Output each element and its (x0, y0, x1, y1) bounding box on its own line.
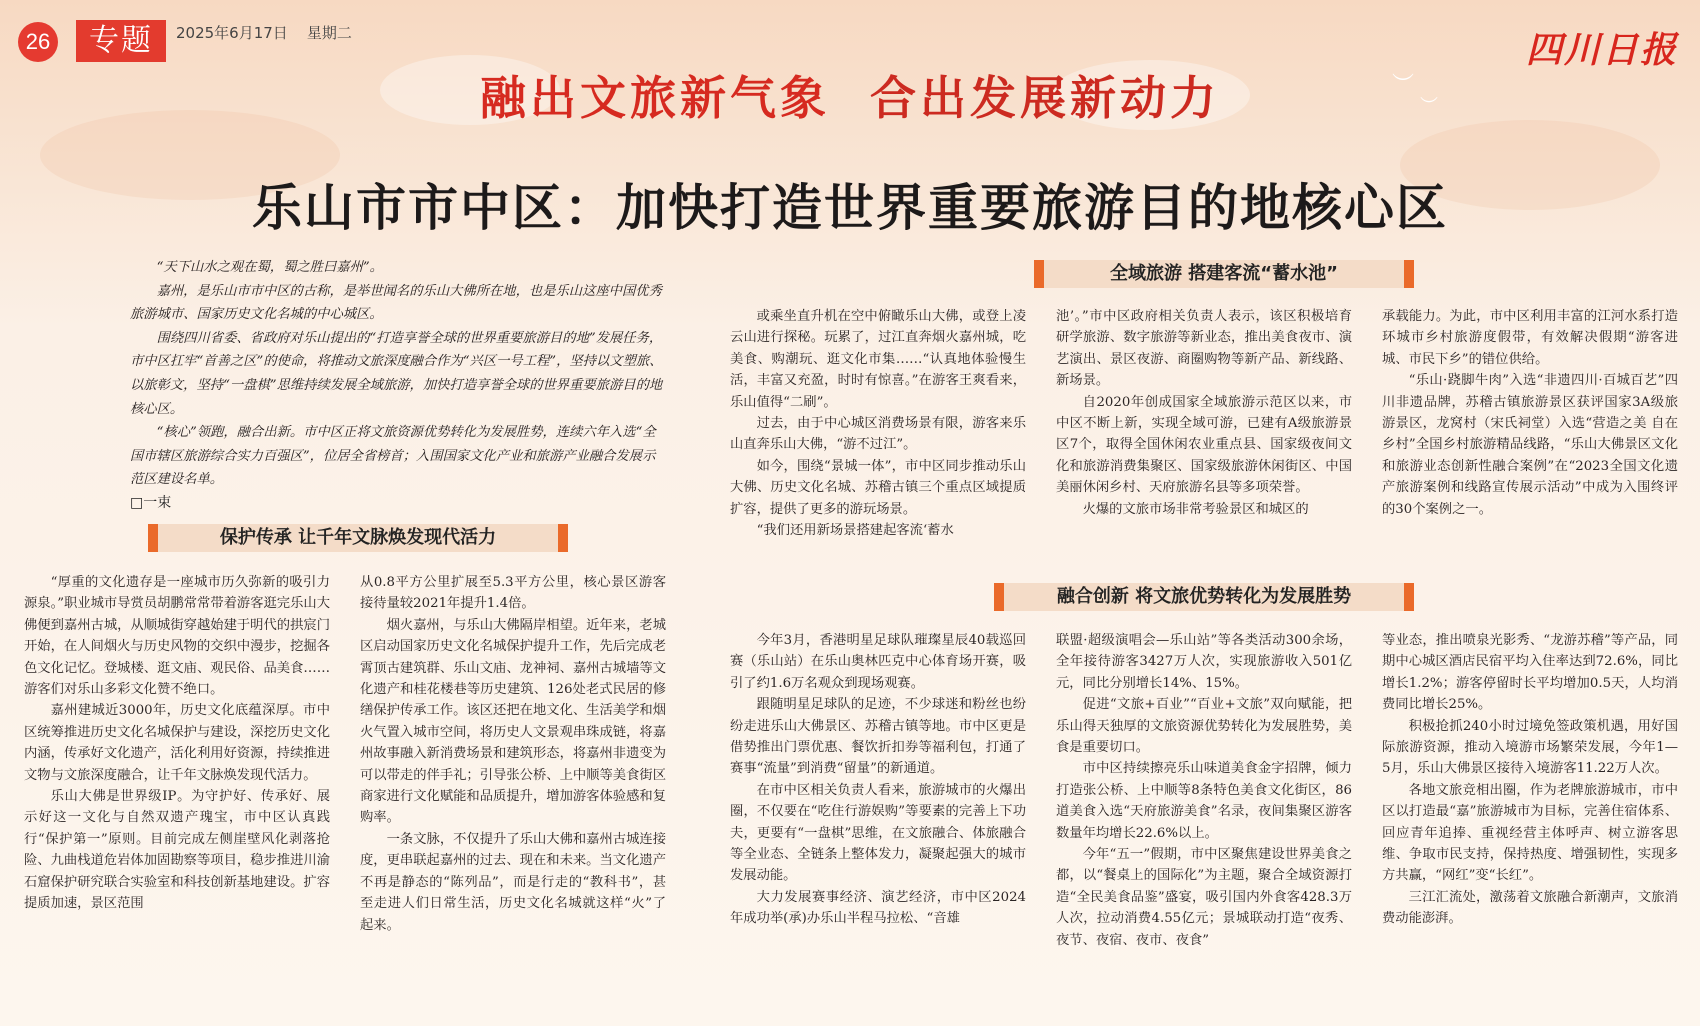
paragraph: 等业态，推出喷泉光影秀、“龙游苏稽”等产品，同期中心城区酒店民宿平均入住率达到72.6%，同比增长1.2%；游客停留时长平均增加0.5天，人均消费同比增长25%。 (1382, 633, 1678, 713)
page-number: 26 (18, 22, 58, 62)
paragraph: 促进“文旅+百业”“百业+文旅”双向赋能，把乐山得天独厚的文旅资源优势转化为发展胜势，美食是重要切口。 (1056, 697, 1352, 756)
paragraph: 联盟·超级演唱会—乐山站”等各类活动300余场，全年接待游客3427万人次，实现旅游收入501亿元，同比分别增长14%、15%。 (1056, 633, 1352, 691)
paragraph: 自2020年创成国家全域旅游示范区以来，市中区不断上新，实现全域可游，已建有A级旅游景区7个，取得全国休闲农业重点县、国家级夜间文化和旅游消费集聚区、国家级旅游休闲街区、中国美丽休闲乡村、天府旅游名县等多项荣誉。 (1056, 394, 1352, 496)
paragraph: “厚重的文化遗存是一座城市历久弥新的吸引力源泉。”职业城市导赏员胡鹏常常带着游客逛完乐山大佛便到嘉州古城，从顺城街穿越始建于明代的拱宸门开始，在人间烟火与历史风物的交织中漫步，挖掘各色文化记忆。登城楼、逛文庙、观民俗、品美食……游客们对乐山多彩文化赞不绝口。 (24, 575, 330, 698)
column-6 (730, 630, 1026, 930)
paragraph: 乐山大佛是世界级IP。为守护好、传承好、展示好这一文化与自然双遗产瑰宝，市中区认真践行“保护第一”原则。目前完成左侧崖壁风化剥落抢险、九曲栈道危岩体加固勘察等项目，稳步推进川渝石窟保护研究联合实验室和科技创新基地建设。扩容提质加速，景区范围 (24, 789, 330, 912)
weekday-text: 星期二 (306, 24, 352, 42)
byline: □一束 (130, 495, 172, 511)
column-8 (1382, 630, 1678, 930)
intro-paragraph: 嘉州，是乐山市市中区的古称，是举世闻名的乐山大佛所在地，也是乐山这座中国优秀旅游城市、国家历史文化名城的中心城区。 (130, 283, 662, 323)
column-7 (1056, 630, 1352, 951)
intro-paragraph: 围绕四川省委、省政府对乐山提出的“打造享誉全球的世界重要旅游目的地”发展任务，市中区扛牢“首善之区”的使命，将推动文旅深度融合作为“兴区一号工程”，坚持以文塑旅、以旅彰文，坚持“一盘棋”思维持续发展全域旅游，加快打造享誉全球的世界重要旅游目的地核心区。 (130, 330, 663, 417)
paragraph: 大力发展赛事经济、演艺经济，市中区2024年成功举(承)办乐山半程马拉松、“音雄 (730, 889, 1026, 927)
headline: 乐山市市中区：加快打造世界重要旅游目的地核心区 (252, 179, 1448, 237)
paragraph: 市中区持续擦亮乐山味道美食金字招牌，倾力打造张公桥、上中顺等8条特色美食文化街区，86道美食入选“天府旅游美食”名录，夜间集聚区游客数量年均增长22.6%以上。 (1056, 761, 1352, 841)
paragraph: 在市中区相关负责人看来，旅游城市的火爆出圈，不仅要在“吃住行游娱购”等要素的完善上下功夫，更要有“一盘棋”思维，在文旅融合、体旅融合等全业态、全链条上整体发力，凝聚起强大的城市发展动能。 (730, 782, 1026, 884)
intro (130, 256, 666, 492)
slogan-part1: 融出文旅新气象 (480, 71, 830, 125)
paragraph: “我们还用新场景搭建起客流‘蓄水 (756, 523, 954, 539)
paragraph: 或乘坐直升机在空中俯瞰乐山大佛，或登上凌云山进行探秘。玩累了，过江直奔烟火嘉州城，吃美食、购潮玩、逛文化市集……“认真地体验慢生活，丰富又充盈，时时有惊喜。”在游客王爽看来，乐山值得“二刷”。 (730, 309, 1026, 410)
subhead-allarea: 全域旅游 搭建客流“蓄水池” (1034, 260, 1414, 288)
issue-date (176, 22, 352, 43)
paragraph: 跟随明星足球队的足迹，不少球迷和粉丝也纷纷走进乐山大佛景区、苏稽古镇等地。市中区更是借势推出门票优惠、餐饮折扣券等福利包，打通了赛事“流量”到消费“留量”的新通道。 (730, 697, 1026, 777)
paragraph: 火爆的文旅市场非常考验景区和城区的 (1082, 501, 1309, 517)
subhead-integration: 融合创新 将文旅优势转化为发展胜势 (994, 583, 1414, 611)
column-4 (1056, 306, 1352, 520)
column-3 (730, 306, 1026, 541)
intro-paragraph: “核心”领跑，融合出新。市中区正将文旅资源优势转化为发展胜势，连续六年入选“全国市辖区旅游综合实力百强区”，位居全省榜首；入围国家文化产业和旅游产业融合发展示范区建设名单。 (130, 425, 656, 488)
slogan (0, 62, 1700, 128)
paragraph: 如今，围绕“景城一体”，市中区同步推动乐山大佛、历史文化名城、苏稽古镇三个重点区域提质扩容，提供了更多的游玩场景。 (730, 458, 1026, 517)
bird-icon: ︶ (1392, 73, 1415, 98)
bird-icon: ︶ (1420, 96, 1438, 117)
date-text: 2025年6月17日 (176, 24, 288, 42)
paragraph: “乐山·跷脚牛肉”入选“非遗四川·百城百艺”四川非遗品牌，苏稽古镇旅游景区获评国家3A级旅游景区，龙窝村（宋氏祠堂）入选“营造之美 自在乡村”全国乡村旅游精品线路，“乐山大佛景区文化和旅游业态创新性融合案例”在“2023全国文化遗产旅游案例和线路宣传展示活动”中成为入围终评的30个案例之一。 (1382, 373, 1678, 517)
column-2 (360, 572, 666, 936)
column-1 (24, 572, 330, 915)
paragraph: 各地文旅竞相出圈，作为老牌旅游城市，市中区以打造最“嘉”旅游城市为目标，完善住宿体系、回应青年追捧、重视经营主体呼声、树立游客思维、争取市民支持，保持热度、增强韧性，实现多方共赢，“网红”变“长红”。 (1382, 782, 1678, 884)
section-badge: 专题 (76, 20, 166, 62)
paragraph: 今年3月，香港明星足球队璀璨星辰40载巡回赛（乐山站）在乐山奥林匹克中心体育场开赛，吸引了约1.6万名观众到现场观赛。 (730, 633, 1026, 691)
paragraph: 承载能力。为此，市中区利用丰富的江河水系打造环城市乡村旅游度假带，有效解决假期“游客进城、市民下乡”的错位供给。 (1382, 309, 1678, 367)
paragraph: 三江汇流处，激荡着文旅融合新潮声，文旅消费动能澎湃。 (1382, 889, 1678, 927)
paragraph: 积极抢抓240小时过境免签政策机遇，用好国际旅游资源，推动入境游市场繁荣发展，今年1—5月，乐山大佛景区接待入境游客11.22万人次。 (1382, 718, 1678, 777)
subhead-protection: 保护传承 让千年文脉焕发现代活力 (148, 524, 568, 552)
column-5 (1382, 306, 1678, 520)
newspaper-logo: 四川日报 (1525, 29, 1678, 71)
slogan-part2: 合出发展新动力 (870, 71, 1220, 125)
intro-paragraph: “天下山水之观在蜀，蜀之胜曰嘉州”。 (156, 260, 383, 275)
paragraph: 嘉州建城近3000年，历史文化底蕴深厚。市中区统筹推进历史文化名城保护与建设，深挖历史文化内涵，传承好文化遗产，活化利用好资源，持续推进文物与文旅深度融合，让千年文脉焕发现代活力。 (24, 703, 330, 783)
paragraph: 从0.8平方公里扩展至5.3平方公里，核心景区游客接待量较2021年提升1.4倍。 (360, 575, 666, 612)
paragraph: 一条文脉，不仅提升了乐山大佛和嘉州古城连接度，更串联起嘉州的过去、现在和未来。当文化遗产不再是静态的“陈列品”，而是行走的“教科书”，甚至走进人们日常生活，历史文化名城就这样“火”了起来。 (360, 831, 666, 933)
paragraph: 池’。”市中区政府相关负责人表示，该区积极培育研学旅游、数字旅游等新业态，推出美食夜市、演艺演出、景区夜游、商圈购物等新产品、新线路、新场景。 (1056, 309, 1352, 389)
paragraph: 今年“五一”假期，市中区聚焦建设世界美食之都，以“餐桌上的国际化”为主题，聚合全域资源打造“全民美食品鉴”盛宴，吸引国内外食客428.3万人次，拉动消费4.55亿元；景城联动打造“夜秀、夜节、夜宿、夜市、夜食” (1056, 847, 1352, 948)
paragraph: 烟火嘉州，与乐山大佛隔岸相望。近年来，老城区启动国家历史文化名城保护提升工作，先后完成老霄顶古建筑群、乐山文庙、龙神祠、嘉州古城墙等文化遗产和桂花楼巷等历史建筑、126处老式民居的修缮保护传承工作。该区还把在地文化、生活美学和烟火气置入城市空间，将历史人文景观串珠成链，将嘉州故事融入新消费场景和建筑形态，将嘉州非遗变为可以带走的伴手礼；引导张公桥、上中顺等美食街区商家进行文化赋能和品质提升，增加游客体验感和复购率。 (360, 617, 666, 826)
paragraph: 过去，由于中心城区消费场景有限，游客来乐山直奔乐山大佛，“游不过江”。 (730, 416, 1026, 453)
